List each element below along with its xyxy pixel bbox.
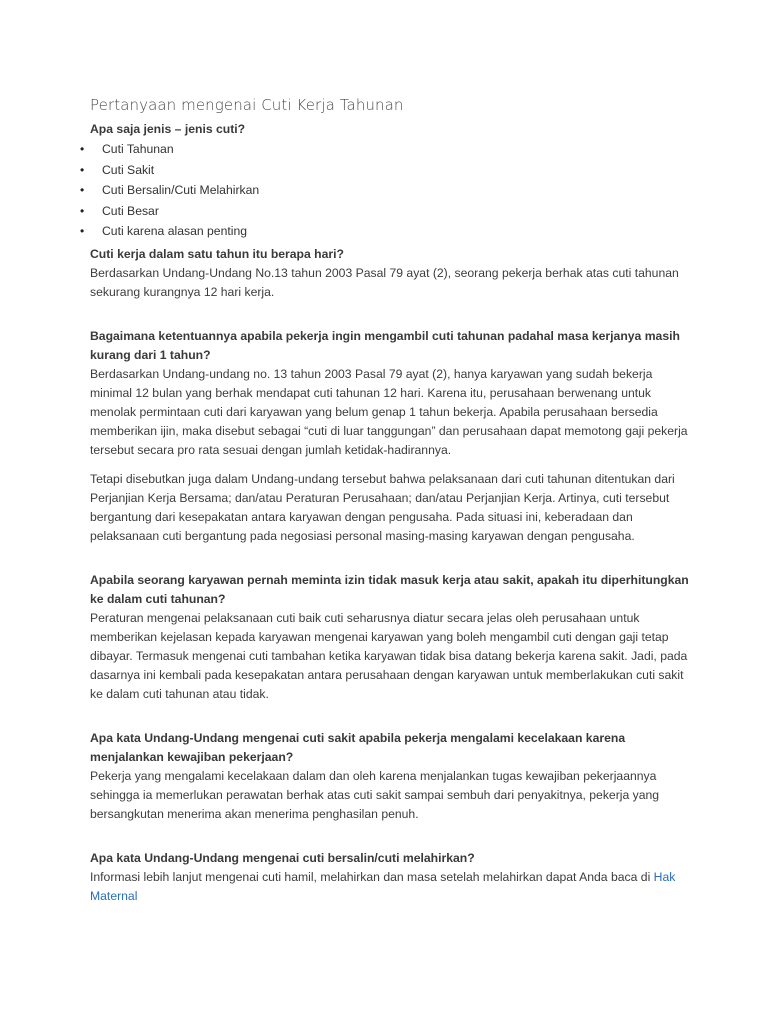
- question-sick-leave-count-cont: ke dalam cuti tahunan?: [90, 591, 226, 606]
- question-work-accident: Apa kata Undang-Undang mengenai cuti sakit apabila pekerja mengalami kecelakaan karena: [90, 730, 626, 745]
- answer-line: bergantung dari kesepakatan antara karyawan dengan pengusaha. Pada situasi ini, keberadaan dan: [90, 509, 633, 524]
- bullet-icon: •: [80, 224, 85, 238]
- answer-line: ke dalam cuti tahunan atau tidak.: [90, 686, 269, 701]
- question-work-accident-cont: menjalankan kewajiban pekerjaan?: [90, 749, 294, 764]
- answer-line: dibayar. Termasuk mengenai cuti tambahan ketika karyawan tidak bisa datang bekerja karena sakit. Jadi, pada: [90, 648, 688, 663]
- answer-line: Berdasarkan Undang-Undang No.13 tahun 2003 Pasal 79 ayat (2), seorang pekerja berhak atas cuti tahunan: [90, 265, 679, 280]
- answer-line: Berdasarkan Undang-undang no. 13 tahun 2003 Pasal 79 ayat (2), hanya karyawan yang sudah bekerja: [90, 366, 653, 381]
- answer-line: tersebut secara pro rata sesuai dengan jumlah ketidak-hadirannya.: [90, 442, 452, 457]
- leave-type-list: [80, 139, 690, 242]
- list-item: • Cuti Bersalin/Cuti Melahirkan: [90, 180, 690, 201]
- bullet-icon: •: [80, 203, 85, 218]
- answer-line: Perjanjian Kerja Bersama; dan/atau Peraturan Perusahaan; dan/atau Perjanjian Kerja. Artinya, cuti tersebut: [90, 490, 670, 505]
- answer-line: dasarnya ini kembali pada kesepakatan antara perusahaan dengan karyawan untuk memberlakukan cuti sakit: [90, 667, 684, 682]
- question-leave-days: Cuti kerja dalam satu tahun itu berapa hari?: [90, 246, 344, 261]
- list-item: • Cuti Besar: [90, 201, 690, 222]
- answer-line: Informasi lebih lanjut mengenai cuti hamil, melahirkan dan masa setelah melahirkan dapat Anda baca di Hak: [90, 869, 676, 884]
- answer-line: sekurang kurangnya 12 hari kerja.: [90, 284, 275, 299]
- answer-line: pelaksanaan cuti bergantung pada negosiasi personal masing-masing karyawan dengan pengusaha.: [90, 528, 635, 543]
- question-maternity-leave: Apa kata Undang-Undang mengenai cuti bersalin/cuti melahirkan?: [90, 850, 475, 865]
- question-under-one-year-cont: kurang dari 1 tahun?: [90, 347, 211, 362]
- question-leave-types: Apa saja jenis – jenis cuti?: [90, 122, 246, 136]
- question-sick-leave-count: Apabila seorang karyawan pernah meminta izin tidak masuk kerja atau sakit, apakah itu diperhitungkan: [90, 572, 689, 587]
- bullet-icon: •: [80, 162, 85, 177]
- answer-line: minimal 12 bulan yang berhak mendapat cuti tahunan 12 hari. Karena itu, perusahaan berwenang untuk: [90, 385, 652, 400]
- answer-line: menolak permintaan cuti dari karyawan yang belum genap 1 tahun bekerja. Apabila perusahaan bersedia: [90, 404, 658, 419]
- list-item: • Cuti Sakit: [90, 160, 690, 181]
- hak-maternal-link[interactable]: Hak: [653, 869, 676, 884]
- bullet-icon: •: [80, 183, 85, 197]
- answer-line: bersangkutan menerima akan menerima penghasilan penuh.: [90, 806, 419, 821]
- hak-maternal-link-cont[interactable]: Maternal: [90, 888, 138, 903]
- answer-line: memberikan ijin, maka disebut sebagai “cuti di luar tanggungan” dan perusahaan dapat memotong gaji pekerja: [90, 423, 688, 438]
- question-under-one-year: Bagaimana ketentuannya apabila pekerja ingin mengambil cuti tahunan padahal masa kerjanya masih: [90, 328, 680, 343]
- list-item: • Cuti karena alasan penting: [90, 221, 690, 242]
- bullet-icon: •: [80, 142, 85, 156]
- answer-line: memberikan kejelasan kepada karyawan mengenai karyawan yang boleh mengambil cuti dengan gaji tetap: [90, 629, 669, 644]
- answer-line: sehingga ia memerlukan perawatan berhak atas cuti sakit sampai sembuh dari penyakitnya, pekerja yang: [90, 787, 660, 802]
- answer-line: Tetapi disebutkan juga dalam Undang-undang tersebut bahwa pelaksanaan dari cuti tahunan ditentukan dari: [90, 471, 675, 486]
- answer-line: Peraturan mengenai pelaksanaan cuti baik cuti seharusnya diatur secara jelas oleh perusahaan untuk: [90, 610, 640, 625]
- document-body: [80, 120, 690, 906]
- answer-line: Pekerja yang mengalami kecelakaan dalam dan oleh karena menjalankan tugas kewajiban pekerjaannya: [90, 768, 657, 783]
- list-item: • Cuti Tahunan: [90, 139, 690, 160]
- answer-line: [90, 887, 690, 906]
- page-title: Pertanyaan mengenai Cuti Kerja Tahunan: [90, 96, 404, 114]
